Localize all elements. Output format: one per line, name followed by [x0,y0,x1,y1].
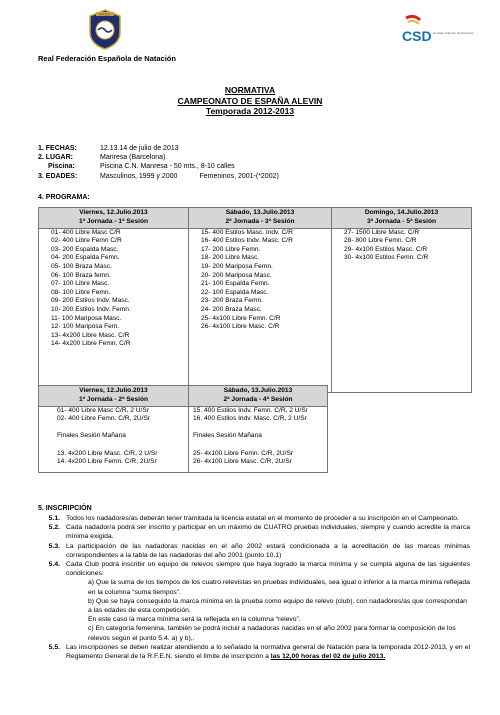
table2-events-day1 [39,406,189,472]
event-line: 20- 200 Mariposa Masc. [201,271,272,279]
inscripcion-item: 5.2. Cada nadador/a podrá ser inscrito y participar en un máximo de CUATRO pruebas individuales, siempre y cuando acredite la marca mínima exigida. [48,524,470,541]
csd-logo [400,14,474,48]
table2-header-day1: Viernes, 12.Julio.2013 1ª Jornada - 2ª Sesión [39,386,189,407]
event-line: 16. 400 Estilos Indv. Masc. C/R, 2 U/Sr [193,415,307,423]
event-line: 25- 4x100 Libre Femn. C/R [201,314,281,322]
table1-header-day3: Domingo, 14.Julio.2013 3ª Jornada - 5ª Sesión [332,208,472,229]
event-line: 14- 4x200 Libre Femn. C/R [51,340,131,348]
event-line: 10- 200 Estilos Indv. Femn. [51,305,131,313]
event-line: 01- 400 Libre Masc C/R, 2 U/Sr [57,406,149,414]
document-title [0,85,500,117]
svg-text:R.F.E.N.: R.F.E.N. [99,12,111,17]
event-info [38,144,279,181]
fechas-value: 12.13.14 de julio de 2013 [100,145,179,152]
inscripcion-title: 5. INSCRIPCIÓN [38,505,92,512]
event-line: 15- 400 Estilos Masc. Indv. C/R [201,228,293,236]
rfen-logo [88,8,122,50]
inscripcion-item: 5.1. Todos los nadadores/as deberán tener tramitada la licencia estatal en el momento de proceder a su inscripción en el Campeonato. [48,515,459,522]
svg-text:CSD: CSD [402,28,432,44]
title-line-1: NORMATIVA [224,85,276,95]
piscina-label: Piscina: [48,163,75,171]
programa-title: 4. PROGRAMA: [38,194,90,201]
event-line: 07- 100 Libre Masc. [51,280,110,288]
table1-events-day1 [39,228,189,392]
relevo-condition-a: a) Que la suma de los tiempos de los cuatro relevistas en pruebas individuales, sea igual o inferior a la marca mínima reflejada en la columna “suma tiempos”. [88,579,470,596]
lugar-value: Manresa (Barcelona) [100,154,166,162]
inscripcion-item: 5.4. Cada Club podrá inscribir un equipo de relevos siempre que haya logrado la marca mínima y se cumpla alguna de las siguientes condiciones: [48,561,470,578]
inscripcion-item: 5.3. La participación de las nadadoras nacidas en el año 2002 estará condicionada a la acreditación de las marcas mínimas correspondientes a la tabla de las nadadoras del año 2001 (punto 10.1) [48,542,470,559]
event-line: 26- 4x100 Libre Masc. C/R [201,323,280,331]
edades-label: 3. EDADES: [38,172,78,180]
table2-header-day2: Sábado, 13.Julio.2013 2ª Jornada - 4ª Sesión [189,386,328,407]
event-line: 17- 200 Libre Femn. [201,245,261,253]
event-line [193,424,325,433]
event-line: 23- 200 Braza Femn. [201,297,263,305]
relevo-condition-c: c) En categoría femenina, también se podrá incluir a nadadoras nacidas en el año 2002 para formar la composición de los relevos según el punto 5.4. a) y b),. [88,625,456,642]
table1-events-day3 [332,228,472,392]
event-line [193,441,325,450]
event-line: 02- 400 Libre Femn. C/R, 2U/Sr [57,415,151,423]
edades-fem: Femeninos, 2001-(*2002) [199,172,279,180]
programa-table-2 [38,385,328,473]
table1-header-day2: Sábado, 13.Julio.2013 2ª Jornada - 3ª Sesión [189,208,332,229]
event-line: 14. 4x200 Libre Femn. C/R, 2U/Sr [57,458,157,466]
event-line: 26- 4x100 Libre Masc. C/R, 2U/Sr [193,458,292,466]
event-line: 03- 200 Espalda Masc. [51,245,119,253]
inscripcion-deadline: las 12,00 horas del 02 de julio 2013. [270,653,386,661]
event-line: 15. 400 Estilos Indv. Femn. C/R, 2 U/Sr [193,406,308,414]
event-line: 25- 4x100 Libre Femn. C/R, 2U/Sr [193,449,294,457]
federation-name: Real Federación Española de Natación [38,54,176,63]
event-line: 13. 4x200 Libre Masc. C/R, 2 U/Sr [57,449,158,457]
event-line: 27- 1500 Libre Masc. C/R [344,228,420,236]
event-line: 06- 100 Braza femn. [51,271,111,279]
svg-text:Consejo Superior de Deportes: Consejo Superior de Deportes [433,31,474,35]
edades-masc: Masculinos, 1999 y 2000 [100,172,178,180]
relevo-condition-note: En este caso la marca mínima será la reflejada en la columna “relevo”. [88,616,301,624]
fechas-label: 1. FECHAS: [38,145,77,152]
event-line: 29- 4x100 Estilos Masc. C/R [344,245,428,253]
event-line: 05- 100 Braza Masc. [51,262,112,270]
programa-table-1 [38,207,472,393]
inscripcion-item: 5.5. Las inscripciones se deben realizar atendiendo a lo señalado la normativa general de Natación para la temporada 2012-2013, y en el Reglamento General de la R.F.E.N. siendo el límite de inscripción a las 12,00 horas del 02 de julio 2013. [48,643,470,661]
event-line: 19- 200 Mariposa Femn. [201,262,273,270]
event-line: 18- 200 Libre Masc. [201,254,260,262]
event-line: 30- 4x100 Estilos Femn. C/R [344,254,429,262]
event-line: 13- 4x200 Libre Masc. C/R [51,331,130,339]
event-line [57,441,186,450]
event-line: 24- 200 Braza Masc. [201,305,262,313]
event-line: 08- 100 Libre Femn. [51,288,111,296]
event-line: Finales Sesión Mañana [57,432,126,440]
event-line: 12- 100 Mariposa Fem. [51,323,120,331]
relevo-condition-b: b) Que se haya conseguido la marca mínima en la prueba como equipo de relevo (club), con nadadores/as que correspondan a las edades de esta competición. [88,597,467,615]
title-line-2: CAMPEONATO DE ESPAÑA ALEVIN [177,95,323,106]
event-line: 11- 100 Mariposa Masc. [51,314,122,322]
event-line: 28- 800 Libre Femn. C/R [344,237,417,245]
event-line: 09- 200 Estilos Indv. Masc. [51,297,130,305]
lugar-label: 2. LUGAR: [38,154,73,162]
event-line [57,424,186,433]
event-line: 16- 400 Estilos Indv. Masc. C/R [201,237,293,245]
event-line: 01- 400 Libre Masc C/R [51,228,121,236]
event-line: 21- 100 Espalda Femn. [201,280,270,288]
piscina-value: Piscina C.N. Manresa - 50 mts., 8-10 calles [100,163,235,171]
table1-events-day2 [189,228,332,392]
title-line-3: Temporada 2012-2013 [205,106,295,116]
table2-events-day2 [189,406,328,472]
inscripcion-section [38,514,470,661]
event-line: 02- 400 Libre Femn C/R [51,237,122,245]
event-line: 04- 200 Espalda Femn. [51,254,120,262]
event-line: Finales Sesión Mañana [193,432,262,440]
table1-header-day1: Viernes, 12.Julio.2013 1ª Jornada - 1ª Sesión [39,208,189,229]
event-line: 22- 100 Espalda Masc. [201,288,269,296]
